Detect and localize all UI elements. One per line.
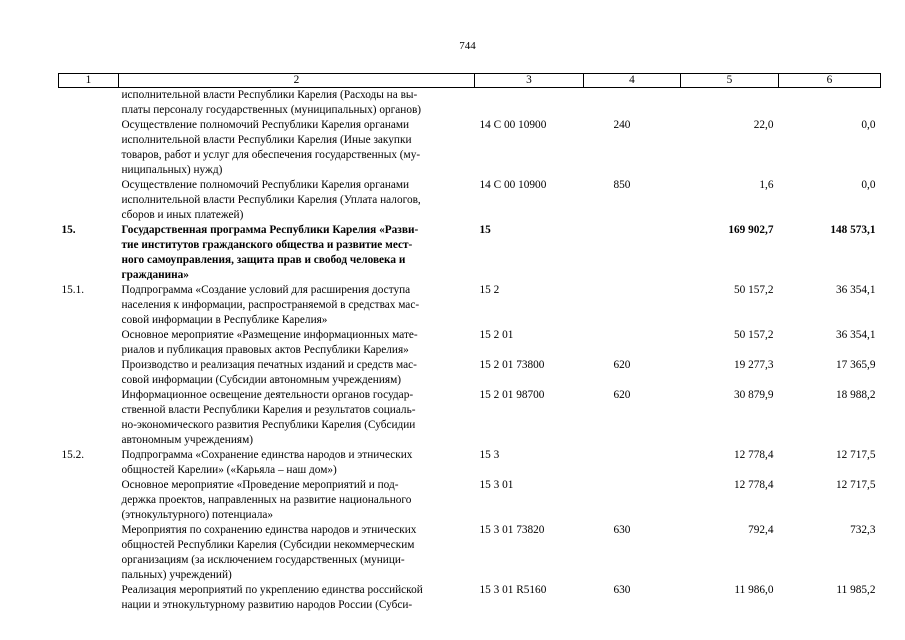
column-header: 2 (119, 74, 475, 88)
row-number (59, 178, 119, 223)
column-header: 4 (584, 74, 681, 88)
amount-year-2: 17 365,9 (835, 359, 876, 371)
row-number (59, 118, 119, 178)
amount-year-2: 12 717,5 (835, 479, 876, 491)
column-header: 6 (779, 74, 881, 88)
target-code: 15 3 (479, 449, 500, 461)
target-code: 15 3 01 (479, 479, 514, 491)
target-code: 15 2 01 (479, 329, 514, 341)
target-code: 15 3 01 73820 (479, 524, 545, 536)
row-name: Государственная программа Республики Карелия «Разви- тие институтов гражданского общества и развитие мест- ного самоуправления, защита прав и свобод человека и гражданина» (121, 224, 419, 281)
row-name: Информационное освещение деятельности органов государ- ственной власти Республики Карелия и результатов социаль- но-экономического развития Республики Карелия (Субсидии автономным учреждениям) (121, 389, 416, 446)
row-number (59, 478, 119, 523)
amount-year-2: 0,0 (861, 119, 876, 131)
column-header: 3 (475, 74, 584, 88)
target-code (475, 88, 584, 119)
amount-year-2: 12 717,5 (835, 449, 876, 461)
expense-type (584, 88, 681, 119)
target-code: 15 (479, 224, 491, 236)
expense-type: 620 (613, 359, 631, 371)
row-number (59, 523, 119, 583)
table-row (59, 358, 881, 388)
amount-year-1: 50 157,2 (733, 329, 774, 341)
row-name: Основное мероприятие «Проведение мероприятий и под- держка проектов, направленных на развитие национального (этнокультурного) потенциала» (121, 479, 412, 521)
amount-year-1: 22,0 (753, 119, 774, 131)
row-name: Основное мероприятие «Размещение информационных мате- риалов и публикация правовых актов Республики Карелия» (121, 329, 418, 356)
amount-year-1: 169 902,7 (728, 224, 774, 236)
amount-year-1: 30 879,9 (733, 389, 774, 401)
target-code: 15 2 (479, 284, 500, 296)
table-header-row (59, 74, 881, 88)
row-name: Производство и реализация печатных изданий и средств мас- совой информации (Субсидии автономным учреждениям) (121, 359, 417, 386)
amount-year-1: 12 778,4 (733, 449, 774, 461)
expense-type: 630 (613, 524, 631, 536)
amount-year-1: 1,6 (759, 179, 774, 191)
amount-year-1: 19 277,3 (733, 359, 774, 371)
amount-year-1: 11 986,0 (734, 584, 774, 596)
table-row (59, 523, 881, 583)
row-number: 15. (61, 224, 76, 236)
row-number (59, 583, 119, 613)
row-name: Осуществление полномочий Республики Карелия органами исполнительной власти Республики Карелия (Уплата налогов, сборов и иных платежей) (121, 179, 421, 221)
row-number (59, 88, 119, 119)
target-code: 15 2 01 73800 (479, 359, 545, 371)
table-row (59, 178, 881, 223)
expense-type (584, 478, 681, 523)
expense-type: 620 (613, 389, 631, 401)
row-name: Осуществление полномочий Республики Карелия органами исполнительной власти Республики Карелия (Иные закупки товаров, работ и услуг для обеспечения государственных (му- ниципальных) нужд) (121, 119, 421, 176)
table-row (59, 448, 881, 478)
amount-year-1: 12 778,4 (733, 479, 774, 491)
expense-type: 240 (613, 119, 631, 131)
budget-table (58, 73, 881, 613)
target-code: 14 С 00 10900 (479, 179, 547, 191)
expense-type (584, 223, 681, 283)
target-code: 15 2 01 98700 (479, 389, 545, 401)
row-number: 15.2. (61, 449, 85, 461)
amount-year-2: 36 354,1 (835, 284, 876, 296)
row-name: Реализация мероприятий по укреплению единства российской нации и этнокультурному развитию народов России (Субси- (121, 584, 423, 611)
table-row (59, 223, 881, 283)
amount-year-2: 36 354,1 (835, 329, 876, 341)
row-name: исполнительной власти Республики Карелия (Расходы на вы- платы персоналу государственных (муниципальных) органов) (121, 89, 422, 116)
table-row (59, 283, 881, 328)
target-code: 14 С 00 10900 (479, 119, 547, 131)
amount-year-2: 732,3 (850, 524, 876, 536)
row-name: Подпрограмма «Создание условий для расширения доступа населения к информации, распространяемой в средствах мас- совой информации в Республике Карелия» (121, 284, 420, 326)
table-row (59, 478, 881, 523)
page-number: 744 (459, 40, 476, 52)
row-number (59, 388, 119, 448)
row-number: 15.1. (61, 284, 85, 296)
table-row (59, 118, 881, 178)
table-row (59, 88, 881, 119)
amount-year-1 (681, 88, 779, 119)
amount-year-1: 50 157,2 (733, 284, 774, 296)
column-header: 1 (59, 74, 119, 88)
amount-year-2: 148 573,1 (830, 224, 876, 236)
expense-type (584, 283, 681, 328)
expense-type: 630 (613, 584, 631, 596)
row-name: Подпрограмма «Сохранение единства народов и этнических общностей Карелии» («Карьяла – наш дом») (121, 449, 413, 476)
table-row (59, 583, 881, 613)
row-number (59, 328, 119, 358)
expense-type (584, 328, 681, 358)
amount-year-1: 792,4 (748, 524, 774, 536)
table-row (59, 388, 881, 448)
expense-type (584, 448, 681, 478)
amount-year-2 (779, 88, 881, 119)
table-row (59, 328, 881, 358)
target-code: 15 3 01 R5160 (479, 584, 547, 596)
amount-year-2: 11 985,2 (836, 584, 876, 596)
amount-year-2: 18 988,2 (835, 389, 876, 401)
amount-year-2: 0,0 (861, 179, 876, 191)
table-body (59, 88, 881, 614)
row-number (59, 358, 119, 388)
expense-type: 850 (613, 179, 631, 191)
column-header: 5 (681, 74, 779, 88)
row-name: Мероприятия по сохранению единства народов и этнических общностей Республики Карелия (Субсидии некоммерческим организациям (за исключением государственных (муници- пальных) учреждений) (121, 524, 417, 581)
